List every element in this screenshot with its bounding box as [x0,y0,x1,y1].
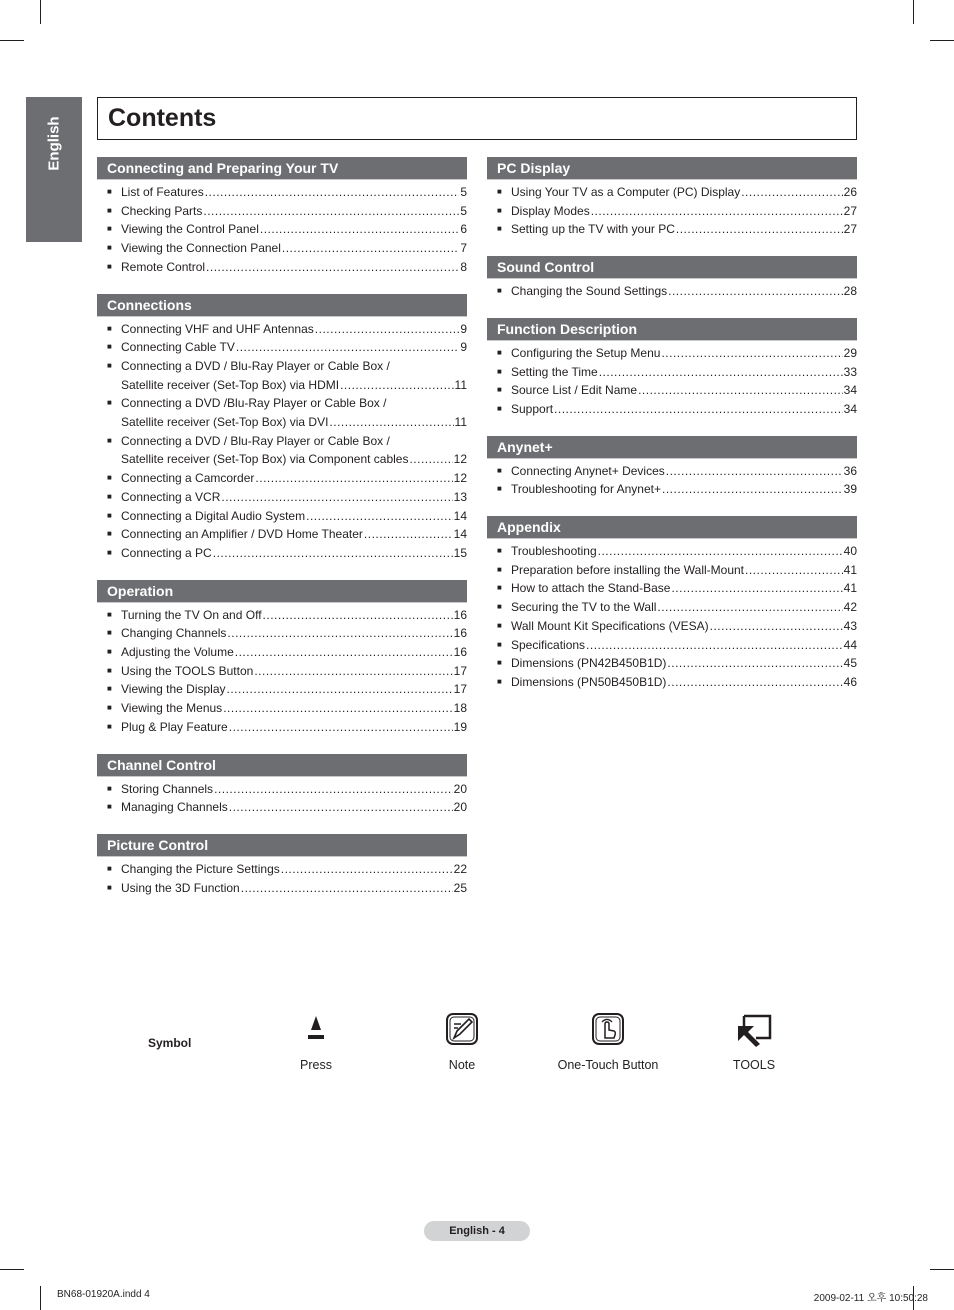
toc-section [97,294,467,563]
bullet-icon: ■ [107,802,112,812]
toc-entry-label: Changing Channels [121,626,227,641]
toc-page-number: 20 [453,800,467,815]
toc-entry-label: Configuring the Setup Menu [511,345,661,360]
toc-page-number: 11 [454,377,467,392]
toc-section [487,436,857,499]
toc-entry[interactable] [487,220,857,239]
toc-page-number: 11 [454,415,467,430]
page-number-badge: English - 4 [424,1221,530,1241]
print-file-info: BN68-01920A.indd 4 [57,1289,150,1300]
dot-leader [263,606,453,625]
toc-page-number: 5 [460,185,467,199]
dot-leader [254,662,452,681]
toc-entry[interactable] [487,561,857,580]
toc-page-number: 33 [843,364,857,379]
press-icon [256,1012,376,1054]
dot-leader [671,579,842,598]
bullet-icon: ■ [497,286,502,296]
bullet-icon: ■ [107,863,112,873]
section-heading: Function Description [487,318,857,341]
bullet-icon: ■ [107,323,112,333]
crop-mark [930,1269,954,1270]
dot-leader [206,258,459,277]
toc-entry[interactable] [97,699,467,718]
toc-entry-label: Source List / Edit Name [511,383,638,398]
toc-page-number: 36 [843,463,857,478]
bullet-icon: ■ [497,676,502,686]
bullet-icon: ■ [107,684,112,694]
toc-entry[interactable] [97,202,467,221]
toc-entry[interactable] [97,394,467,431]
bullet-icon: ■ [107,665,112,675]
toc-entry[interactable] [97,798,467,817]
bullet-icon: ■ [497,620,502,630]
toc-entry[interactable] [487,673,857,692]
toc-page-number: 25 [453,880,467,895]
section-heading: Picture Control [97,834,467,857]
toc-entry-label: Connecting a DVD /Blu-Ray Player or Cable Box / [121,396,387,411]
section-heading: PC Display [487,157,857,180]
toc-page-number: 41 [843,562,857,577]
toc-page-number: 28 [843,284,857,299]
toc-entry-label: Setting the Time [511,364,598,379]
toc-entry-label: Connecting Cable TV [121,340,235,355]
toc-page-number: 18 [453,701,467,716]
toc-entry-label: Satellite receiver (Set-Top Box) via DVI [121,415,329,430]
toc-entry[interactable] [487,480,857,499]
section-heading: Anynet+ [487,436,857,459]
toc-page-number: 17 [453,682,467,697]
toc-page-number: 40 [843,544,857,559]
bullet-icon: ■ [107,783,112,793]
toc-entry[interactable] [487,654,857,673]
toc-entry-label: Connecting a VCR [121,489,221,504]
section-heading: Operation [97,580,467,603]
toc-entry-label: Using the 3D Function [121,880,240,895]
toc-page-number: 17 [453,663,467,678]
toc-entry[interactable] [97,544,467,563]
toc-entry-label: Managing Channels [121,800,228,815]
toc-entry-label: Securing the TV to the Wall [511,600,657,615]
toc-entry-label: Using Your TV as a Computer (PC) Display [511,185,741,199]
dot-leader [227,680,453,699]
tools-icon [694,1012,814,1054]
print-date-info: 2009-02-11 오후 10:50:28 [813,1293,928,1304]
toc-page-number: 42 [843,600,857,615]
bullet-icon: ■ [497,639,502,649]
toc-entry[interactable] [97,258,467,277]
toc-entry-label: Storing Channels [121,781,214,796]
toc-entry-label: Changing the Sound Settings [511,284,668,299]
toc-entry[interactable] [97,643,467,662]
crop-mark [40,0,41,24]
toc-entry-label: Display Modes [511,203,590,218]
toc-page-number: 9 [460,321,467,336]
toc-entry-label: Connecting Anynet+ Devices [511,463,665,478]
symbol-tools-caption: TOOLS [732,1058,776,1072]
dot-leader [666,462,843,481]
symbol-note-caption: Note [448,1058,476,1072]
toc-page-number: 27 [843,222,857,237]
toc-entry[interactable] [97,239,467,258]
bullet-icon: ■ [107,703,112,713]
toc-section [487,157,857,239]
toc-section [97,834,467,897]
toc-entry[interactable] [97,488,467,507]
toc-entry[interactable] [487,579,857,598]
dot-leader [214,780,453,799]
dot-leader [213,544,453,563]
bullet-icon: ■ [497,465,502,475]
toc-entry-label: Troubleshooting for Anynet+ [511,482,661,497]
bullet-icon: ■ [497,546,502,556]
toc-entry-label: Plug & Play Feature [121,719,228,734]
toc-entry-label: Wall Mount Kit Specifications (VESA) [511,618,709,633]
bullet-icon: ■ [497,602,502,612]
dot-leader [598,542,843,561]
dot-leader [236,338,459,357]
dot-leader [227,624,452,643]
dot-leader [638,381,843,400]
dot-leader [661,344,842,363]
toc-page-number: 29 [843,345,857,360]
crop-mark [40,1286,41,1310]
toc-entry[interactable] [97,860,467,879]
bullet-icon: ■ [497,224,502,234]
bullet-icon: ■ [107,360,112,370]
bullet-icon: ■ [107,187,112,196]
toc-entry[interactable] [487,344,857,363]
toc-page-number: 43 [843,618,857,633]
toc-entry-label: Connecting an Amplifier / DVD Home Theater [121,527,363,542]
section-heading: Appendix [487,516,857,539]
dot-leader [205,183,460,202]
toc-entry-label: Viewing the Menus [121,701,223,716]
toc-page-number: 16 [453,607,467,622]
bullet-icon: ■ [107,261,112,271]
dot-leader [586,636,843,655]
bullet-icon: ■ [497,205,502,215]
toc-entry-label: Connecting a Digital Audio System [121,508,306,523]
toc-entry[interactable] [97,879,467,898]
bullet-icon: ■ [497,366,502,376]
dot-leader [282,239,459,258]
toc-entry-label: Viewing the Control Panel [121,222,259,237]
bullet-icon: ■ [107,721,112,731]
toc-page-number: 34 [843,383,857,398]
dot-leader [599,363,843,382]
dot-leader [745,561,843,580]
bullet-icon: ■ [107,473,112,483]
toc-entry-label: Satellite receiver (Set-Top Box) via HDMI [121,377,340,392]
toc-entry-label: Troubleshooting [511,544,597,559]
bullet-icon: ■ [107,398,112,408]
bullet-icon: ■ [107,510,112,520]
toc-entry-label: Satellite receiver (Set-Top Box) via Component cables [121,452,409,467]
dot-leader [662,480,843,499]
toc-left-column [97,157,467,914]
toc-page-number: 7 [460,241,467,256]
bullet-icon: ■ [107,491,112,501]
toc-page-number: 9 [460,340,467,355]
section-heading: Connections [97,294,467,317]
toc-entry-label: Connecting VHF and UHF Antennas [121,321,314,336]
bullet-icon: ■ [107,547,112,557]
bullet-icon: ■ [107,882,112,892]
dot-leader [340,376,453,395]
dot-leader [364,525,453,544]
bullet-icon: ■ [497,347,502,357]
toc-entry[interactable] [487,400,857,419]
toc-page-number: 6 [460,222,467,237]
toc-entry[interactable] [97,469,467,488]
bullet-icon: ■ [107,205,112,215]
toc-page-number: 22 [453,861,467,876]
bullet-icon: ■ [107,609,112,619]
toc-entry[interactable] [487,183,857,202]
toc-section [487,516,857,692]
toc-entry[interactable] [97,320,467,339]
symbol-legend-label: Symbol [148,1036,192,1050]
toc-page-number: 45 [843,656,857,671]
toc-section [487,318,857,419]
toc-section [487,256,857,301]
symbol-one-touch [548,1012,668,1072]
section-heading: Channel Control [97,754,467,777]
toc-entry[interactable] [97,662,467,681]
dot-leader [409,450,452,469]
page-title-box [97,97,857,140]
dot-leader [306,507,453,526]
toc-section [97,580,467,737]
toc-entry-label: Connecting a Camcorder [121,471,255,486]
dot-leader [229,798,453,817]
toc-entry[interactable] [97,680,467,699]
toc-page-number: 34 [843,401,857,416]
toc-entry-label: Viewing the Display [121,682,226,697]
dot-leader [657,598,842,617]
dot-leader [591,202,843,221]
page-title: Contents [108,104,217,132]
toc-section [97,754,467,817]
toc-entry[interactable] [97,507,467,526]
toc-entry-label: Turning the TV On and Off [121,607,262,622]
toc-page-number: 41 [843,581,857,596]
dot-leader [255,469,452,488]
toc-entry-label: Setting up the TV with your PC [511,222,675,237]
toc-entry[interactable] [487,542,857,561]
section-heading: Connecting and Preparing Your TV [97,157,467,180]
dot-leader [329,413,453,432]
toc-entry-label: Connecting a DVD / Blu-Ray Player or Cable Box / [121,358,390,373]
crop-mark [930,40,954,41]
toc-entry[interactable] [97,525,467,544]
toc-section [97,157,467,277]
crop-mark [913,0,914,24]
section-heading: Sound Control [487,256,857,279]
toc-entry-label: Connecting a DVD / Blu-Ray Player or Cable Box / [121,433,390,448]
dot-leader [710,617,843,636]
toc-entry-label: Dimensions (PN50B450B1D) [511,674,667,689]
toc-page-number: 15 [453,545,467,560]
dot-leader [241,879,453,898]
dot-leader [281,860,453,879]
dot-leader [741,183,842,202]
bullet-icon: ■ [497,564,502,574]
bullet-icon: ■ [497,187,502,196]
toc-entry-label: Viewing the Connection Panel [121,241,281,256]
symbol-legend [0,1012,954,1082]
bullet-icon: ■ [107,647,112,657]
toc-entry[interactable] [97,338,467,357]
toc-entry[interactable] [97,357,467,394]
bullet-icon: ■ [107,628,112,638]
toc-entry[interactable] [487,381,857,400]
toc-entry[interactable] [97,606,467,625]
toc-entry-label: Using the TOOLS Button [121,663,254,678]
dot-leader [229,718,453,737]
toc-entry[interactable] [97,183,467,202]
toc-page-number: 8 [460,259,467,274]
toc-entry[interactable] [97,220,467,239]
toc-entry[interactable] [487,282,857,301]
toc-entry[interactable] [487,598,857,617]
toc-page-number: 12 [453,452,467,467]
symbol-one-touch-caption: One-Touch Button [557,1058,659,1072]
toc-entry-label: Connecting a PC [121,545,212,560]
bullet-icon: ■ [107,243,112,253]
dot-leader [203,202,459,221]
toc-page-number: 26 [843,185,857,199]
toc-entry-label: Changing the Picture Settings [121,861,280,876]
toc-entry[interactable] [487,462,857,481]
toc-entry-label: Adjusting the Volume [121,645,234,660]
toc-page-number: 46 [843,674,857,689]
toc-page-number: 44 [843,637,857,652]
toc-entry-label: Dimensions (PN42B450B1D) [511,656,667,671]
toc-page-number: 16 [453,645,467,660]
symbol-press-caption: Press [300,1058,332,1072]
bullet-icon: ■ [497,658,502,668]
dot-leader [221,488,452,507]
dot-leader [668,282,843,301]
language-tab [26,97,82,242]
dot-leader [676,220,843,239]
crop-mark [0,1269,24,1270]
toc-entry-label: Remote Control [121,259,206,274]
toc-entry-label: List of Features [121,185,204,199]
symbol-note [402,1012,522,1072]
toc-page-number: 12 [453,471,467,486]
crop-mark [0,40,24,41]
bullet-icon: ■ [497,385,502,395]
toc-page-number: 19 [453,719,467,734]
bullet-icon: ■ [497,403,502,413]
toc-page-number: 16 [453,626,467,641]
toc-page-number: 27 [843,203,857,218]
toc-entry[interactable] [97,432,467,469]
toc-page-number: 20 [453,781,467,796]
toc-entry-label: Specifications [511,637,586,652]
toc-entry[interactable] [97,718,467,737]
toc-page-number: 13 [453,489,467,504]
toc-entry[interactable] [487,363,857,382]
bullet-icon: ■ [497,484,502,494]
dot-leader [554,400,843,419]
dot-leader [235,643,453,662]
dot-leader [223,699,452,718]
bullet-icon: ■ [497,583,502,593]
toc-page-number: 14 [453,508,467,523]
dot-leader [667,673,842,692]
toc-entry[interactable] [97,624,467,643]
note-icon [402,1012,522,1054]
bullet-icon: ■ [107,342,112,352]
bullet-icon: ■ [107,435,112,445]
toc-entry-label: Checking Parts [121,203,203,218]
dot-leader [667,654,842,673]
symbol-press [256,1012,376,1072]
toc-entry-label: How to attach the Stand-Base [511,581,671,596]
toc-right-column [487,157,857,709]
language-tab-label: English [45,116,63,171]
toc-entry[interactable] [487,617,857,636]
toc-page-number: 14 [453,527,467,542]
bullet-icon: ■ [107,224,112,234]
toc-entry-label: Preparation before installing the Wall-Mount [511,562,745,577]
toc-page-number: 39 [843,482,857,497]
toc-entry-label: Support [511,401,554,416]
symbol-tools [694,1012,814,1072]
toc-page-number: 5 [460,203,467,218]
one-touch-button-icon [548,1012,668,1054]
toc-entry[interactable] [487,202,857,221]
dot-leader [315,320,460,339]
dot-leader [260,220,459,239]
toc-entry[interactable] [97,780,467,799]
bullet-icon: ■ [107,529,112,539]
toc-entry[interactable] [487,636,857,655]
